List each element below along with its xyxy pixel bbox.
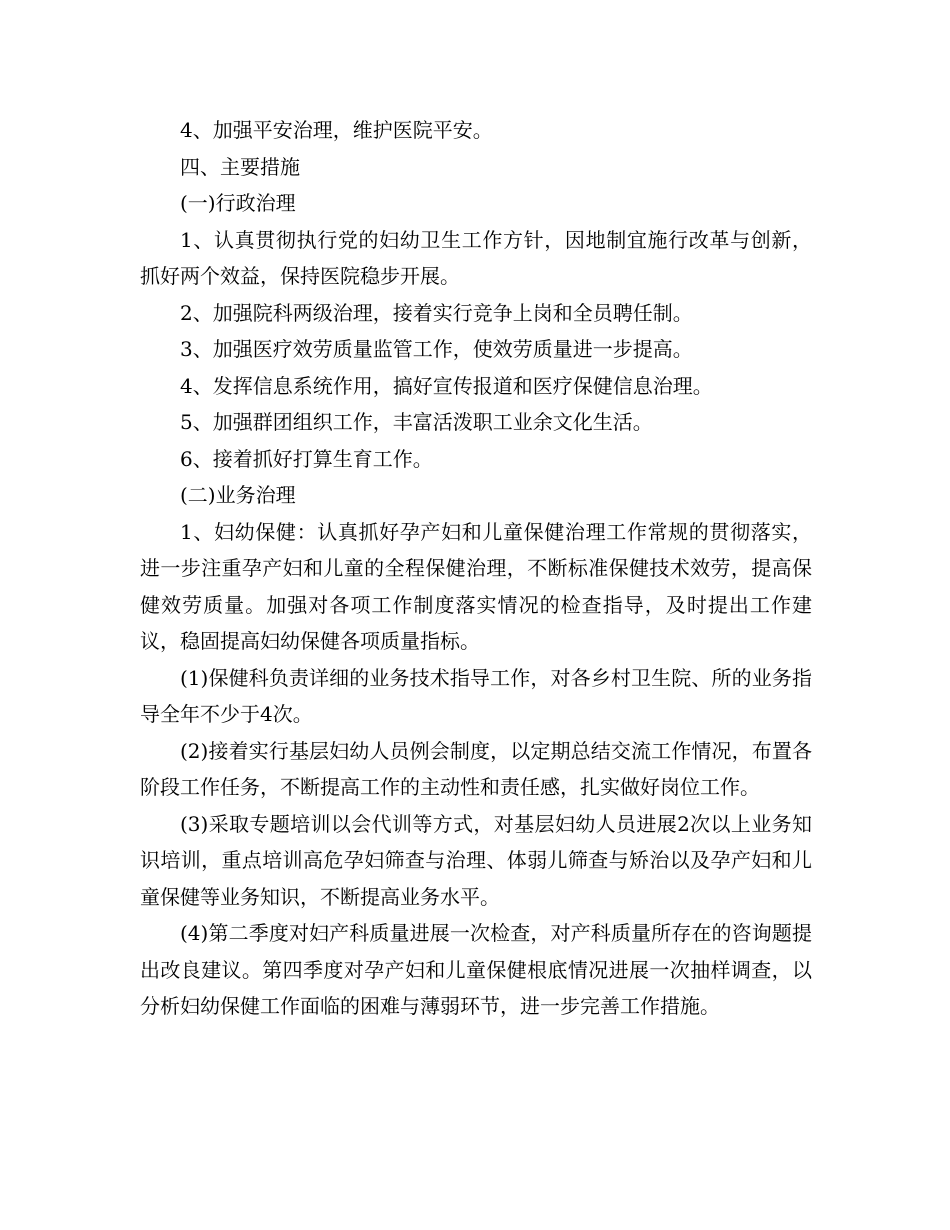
paragraph-item-3: (3)采取专题培训以会代训等方式，对基层妇幼人员进展2次以上业务知识培训，重点培训高危孕妇筛查与治理、体弱儿筛查与矫治以及孕产妇和儿童保健等业务知识，不断提高业务水平。 bbox=[140, 811, 812, 909]
paragraph-business-1: 1、妇幼保健：认真抓好孕产妇和儿童保健治理工作常规的贯彻落实，进一步注重孕产妇和儿童的全程保健治理，不断标准保健技术效劳，提高保健效劳质量。加强对各项工作制度落实情况的检查指导，及时提出工作建议，稳固提高妇幼保健各项质量指标。 bbox=[140, 519, 812, 653]
paragraph-admin-5: 5、加强群团组织工作，丰富活泼职工业余文化生活。 bbox=[180, 410, 653, 434]
paragraph-item-2: (2)接着实行基层妇幼人员例会制度，以定期总结交流工作情况，布置各阶段工作任务，不断提高工作的主动性和责任感，扎实做好岗位工作。 bbox=[140, 738, 812, 799]
paragraph-goal-4: 4、加强平安治理，维护医院平安。 bbox=[180, 118, 493, 142]
paragraph-item-1: (1)保健科负责详细的业务技术指导工作，对各乡村卫生院、所的业务指导全年不少于4次。 bbox=[140, 665, 812, 726]
subheading-administration: (一)行政治理 bbox=[180, 191, 296, 215]
paragraph-item-4: (4)第二季度对妇产科质量进展一次检查，对产科质量所存在的咨询题提出改良建议。第四季度对孕产妇和儿童保健根底情况进展一次抽样调查，以分析妇幼保健工作面临的困难与薄弱环节，进一步完善工作措施。 bbox=[140, 921, 812, 1018]
subheading-business: (二)业务治理 bbox=[180, 483, 296, 507]
paragraph-admin-6: 6、接着抓好打算生育工作。 bbox=[180, 446, 433, 471]
paragraph-admin-1: 1、认真贯彻执行党的妇幼卫生工作方针，因地制宜施行改革与创新，抓好两个效益，保持医院稳步开展。 bbox=[140, 227, 812, 288]
heading-main-measures: 四、主要措施 bbox=[180, 154, 300, 179]
paragraph-admin-2: 2、加强院科两级治理，接着实行竞争上岗和全员聘任制。 bbox=[180, 300, 693, 325]
paragraph-admin-3: 3、加强医疗效劳质量监管工作，使效劳质量进一步提高。 bbox=[180, 337, 693, 361]
document-body bbox=[140, 112, 812, 1025]
paragraph-admin-4: 4、发挥信息系统作用，搞好宣传报道和医疗保健信息治理。 bbox=[180, 373, 713, 398]
